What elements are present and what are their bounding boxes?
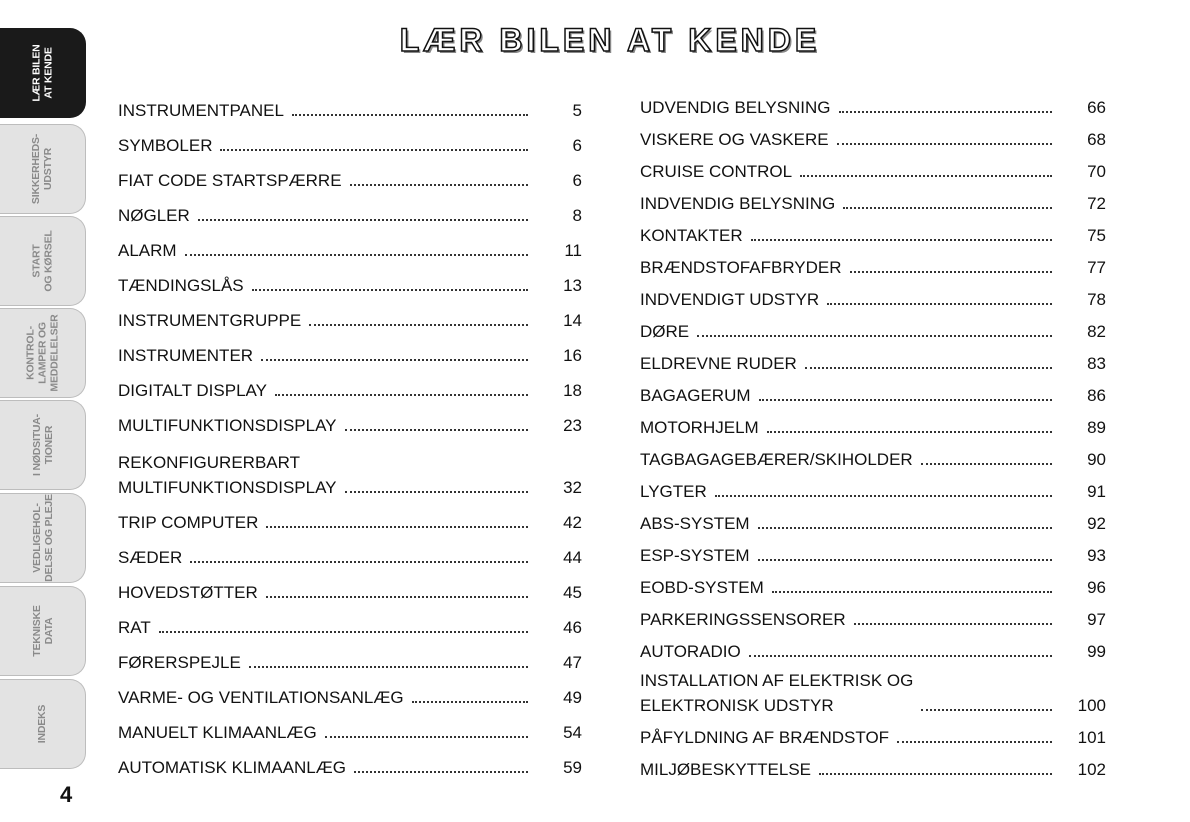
toc-entry-label-line: FIAT CODE STARTSPÆRRE [118,171,342,190]
toc-entry[interactable] [640,86,1106,118]
page-number: 4 [60,782,73,807]
toc-entry-page: 6 [572,136,582,155]
toc-entry[interactable] [640,182,1106,214]
chapter-tab-label: SIKKERHEDS- UDSTYR [30,133,55,205]
toc-entry-label-line: INDVENDIG BELYSNING [640,194,836,213]
dot-leader [220,149,528,151]
toc-entry-label [118,688,404,708]
toc-entry[interactable] [640,278,1106,310]
dot-leader [350,184,528,186]
toc-entry[interactable] [118,638,582,673]
toc-entry-label-line: UDVENDIG BELYSNING [640,98,831,117]
toc-entry-label [118,618,151,638]
toc-entry-page: 90 [1087,450,1106,469]
toc-entry-label-line: MANUELT KLIMAANLÆG [118,723,317,742]
toc-entry[interactable] [118,603,582,638]
dot-leader [345,429,528,431]
toc-entry-label-line: VARME- OG VENTILATIONSANLÆG [118,688,404,707]
toc-entry[interactable] [640,502,1106,534]
dot-leader [819,773,1052,775]
toc-entry[interactable] [640,534,1106,566]
toc-entry-label-line: INSTRUMENTER [118,346,254,365]
toc-entry[interactable] [640,150,1106,182]
dot-leader [185,254,528,256]
chapter-tab[interactable] [0,216,86,306]
toc-entry-label-line: ESP-SYSTEM [640,546,750,565]
toc-entry-page: 68 [1087,130,1106,149]
toc-entry-label [640,258,842,278]
toc-entry-label-line: DØRE [640,322,690,341]
dot-leader [749,655,1052,657]
toc-entry[interactable] [118,191,582,226]
dot-leader [266,526,528,528]
dot-leader [897,741,1052,743]
toc-entry-label-line: DIGITALT DISPLAY [118,381,267,400]
toc-entry-label-line: MULTIFUNKTIONSDISPLAY [118,416,337,435]
toc-entry-page: 89 [1087,418,1106,437]
toc-entry-label-line: RAT [118,618,151,637]
toc-entry-label-line: FØRERSPEJLE [118,653,241,672]
dot-leader [800,175,1052,177]
toc-entry-label-line: TRIP COMPUTER [118,513,259,532]
chapter-tab[interactable] [0,586,86,676]
toc-entry-label [118,758,346,778]
toc-entry-label-line: MOTORHJELM [640,418,759,437]
chapter-tab-label: START OG KØRSEL [30,230,55,292]
toc-entry[interactable] [640,342,1106,374]
toc-entry-page: 75 [1087,226,1106,245]
toc-entry-label [118,653,241,673]
chapter-tab[interactable] [0,124,86,214]
toc-entry-label-line: TAGBAGAGEBÆRER/SKIHOLDER [640,450,913,469]
dot-leader [345,491,528,493]
toc-entry-label [118,346,253,366]
toc-entry-label [640,728,889,748]
toc-entry-label-line: KONTAKTER [640,226,743,245]
chapter-tab-label: VEDLIGEHOL- DELSE OG PLEJE [30,494,55,582]
chapter-tab-label: LÆR BILEN AT KENDE [30,44,55,102]
toc-entry-label-line: MILJØBESKYTTELSE [640,760,811,779]
dot-leader [309,324,528,326]
toc-entry-label-line: ALARM [118,241,177,260]
toc-entry-label [640,642,741,662]
toc-entry-page: 83 [1087,354,1106,373]
dot-leader [190,561,528,563]
chapter-tab-label: INDEKS [36,704,49,744]
toc-entry-label [640,610,846,630]
dot-leader [772,591,1052,593]
toc-entry-page: 5 [572,101,582,120]
dot-leader [252,289,528,291]
dot-leader [837,143,1052,145]
toc-entry[interactable] [640,438,1106,470]
toc-entry-page: 59 [563,758,582,777]
toc-entry-page: 16 [563,346,582,365]
toc-entry-page: 54 [563,723,582,742]
toc-entry-page: 100 [1077,696,1106,715]
toc-entry-label [118,241,177,261]
toc-entry-label-line: AUTORADIO [640,642,741,661]
toc-entry-page: 11 [564,241,582,260]
toc-entry-label [640,290,819,310]
toc-entry-page: 14 [563,311,582,330]
toc-entry-label-line: CRUISE CONTROL [640,162,793,181]
chapter-tab-label: TEKNISKE DATA [30,605,55,657]
toc-entry[interactable] [118,156,582,191]
toc-entry-label [640,546,750,566]
toc-entry-page: 93 [1087,546,1106,565]
toc-entry-label [118,381,267,401]
dot-leader [850,271,1052,273]
toc-entry-label-line: NØGLER [118,206,190,225]
toc-left-column [118,86,582,778]
toc-entry-page: 97 [1087,610,1106,629]
dot-leader [759,399,1052,401]
toc-entry-label-line: PARKERINGSSENSORER [640,610,846,629]
toc-entry[interactable] [118,401,582,436]
toc-entry-page: 99 [1087,642,1106,661]
toc-entry-label [640,482,707,502]
toc-entry-label [640,671,913,716]
toc-entry-page: 23 [563,416,582,435]
toc-entry-label-line: INSTRUMENTGRUPPE [118,311,302,330]
toc-entry-page: 6 [572,171,582,190]
toc-entry-label [640,418,759,438]
toc-entry-label-line: HOVEDSTØTTER [118,583,258,602]
dot-leader [697,335,1052,337]
dot-leader [159,631,528,633]
toc-entry-label-line: INDVENDIGT UDSTYR [640,290,820,309]
toc-entry-label [640,450,913,470]
chapter-tab[interactable] [0,679,86,769]
toc-entry-page: 18 [563,381,582,400]
toc-entry[interactable] [118,673,582,708]
toc-entry[interactable] [640,716,1106,748]
toc-entry-label [118,136,212,156]
toc-entry[interactable] [118,743,582,778]
dot-leader [767,431,1052,433]
toc-entry-label [640,98,831,118]
toc-entry-page: 77 [1087,258,1106,277]
toc-entry[interactable] [118,533,582,568]
dot-leader [354,771,528,773]
toc-entry-page: 49 [563,688,582,707]
toc-entry-label [640,578,764,598]
toc-entry-label-line: SYMBOLER [118,136,213,155]
toc-entry[interactable] [118,366,582,401]
toc-entry-label-line: ELDREVNE RUDER [640,354,797,373]
dot-leader [921,463,1052,465]
toc-entry-page: 13 [563,276,582,295]
toc-entry[interactable] [118,226,582,261]
dot-leader [751,239,1052,241]
toc-entry-label [640,322,689,342]
dot-leader [827,303,1052,305]
toc-entry-label [118,171,342,191]
toc-entry-page: 82 [1087,322,1106,341]
dot-leader [198,219,528,221]
toc-entry-label [640,386,751,406]
dot-leader [249,666,528,668]
toc-entry-label [640,194,835,214]
toc-entry-page: 102 [1077,760,1106,779]
toc-right-column [640,86,1106,780]
toc-entry-label-line: PÅFYLDNING AF BRÆNDSTOF [640,728,890,747]
toc-entry-page: 44 [563,548,582,567]
toc-entry-page: 42 [563,513,582,532]
toc-entry-label [118,453,337,498]
toc-entry[interactable] [118,261,582,296]
toc-entry-label [118,548,182,568]
toc-entry-label-line: SÆDER [118,548,183,567]
toc-entry-page: 96 [1087,578,1106,597]
chapter-tab-label: KONTROL- LAMPER OG MEDDELELSER [24,314,61,392]
toc-entry-page: 91 [1087,482,1106,501]
toc-entry-label [640,162,792,182]
dot-leader [715,495,1052,497]
toc-entry[interactable] [640,748,1106,780]
toc-entry[interactable] [118,498,582,533]
dot-leader [266,596,528,598]
dot-leader [412,701,528,703]
toc-entry-label-line: LYGTER [640,482,707,501]
toc-entry-page: 86 [1087,386,1106,405]
chapter-tab[interactable] [0,493,86,583]
toc-entry[interactable] [118,296,582,331]
toc-entry[interactable] [640,406,1106,438]
toc-entry[interactable] [640,214,1106,246]
toc-entry[interactable] [118,121,582,156]
toc-entry-label [118,276,244,296]
dot-leader [261,359,528,361]
dot-leader [854,623,1052,625]
toc-entry-page: 32 [563,478,582,497]
toc-entry[interactable] [640,246,1106,278]
toc-entry-label [118,583,258,603]
dot-leader [839,111,1052,113]
toc-entry-label-line: MULTIFUNKTIONSDISPLAY [118,478,337,497]
dot-leader [843,207,1052,209]
chapter-tab[interactable] [0,28,86,118]
dot-leader [275,394,528,396]
toc-entry[interactable] [640,662,1106,716]
toc-entry-label [118,311,301,331]
toc-entry-label [640,226,743,246]
toc-entry[interactable] [118,86,582,121]
toc-entry-label [640,760,811,780]
toc-entry-label-line: BAGAGERUM [640,386,751,405]
toc-entry-page: 78 [1087,290,1106,309]
dot-leader [758,559,1052,561]
toc-entry-label-line: INSTRUMENTPANEL [118,101,284,120]
toc-entry[interactable] [118,436,582,498]
toc-entry[interactable] [640,470,1106,502]
toc-entry-label-line: INSTALLATION AF ELEKTRISK OG [640,671,914,690]
toc-entry[interactable] [640,566,1106,598]
toc-entry-label-line: REKONFIGURERBART [118,453,300,472]
toc-entry-page: 47 [563,653,582,672]
toc-entry[interactable] [118,331,582,366]
toc-entry-page: 45 [563,583,582,602]
toc-entry-page: 66 [1087,98,1106,117]
toc-entry-label-line: BRÆNDSTOFAFBRYDER [640,258,842,277]
toc-entry-label [118,416,337,436]
toc-entry-label-line: VISKERE OG VASKERE [640,130,829,149]
toc-entry-label [118,513,258,533]
toc-entry[interactable] [640,374,1106,406]
dot-leader [805,367,1052,369]
dot-leader [758,527,1052,529]
dot-leader [921,709,1052,711]
toc-entry-page: 46 [563,618,582,637]
toc-entry-page: 72 [1087,194,1106,213]
toc-entry-label-line: ELEKTRONISK UDSTYR [640,696,834,715]
toc-entry-page: 8 [572,206,582,225]
dot-leader [325,736,528,738]
toc-entry-page: 92 [1087,514,1106,533]
chapter-tab-label: I NØDSITUA- TIONER [30,414,55,476]
toc-entry[interactable] [640,118,1106,150]
toc-entry-label-line: ABS-SYSTEM [640,514,750,533]
toc-entry-label-line: EOBD-SYSTEM [640,578,764,597]
toc-entry[interactable] [118,708,582,743]
toc-entry-label [118,723,317,743]
toc-entry-label-line: TÆNDINGSLÅS [118,276,244,295]
toc-entry[interactable] [640,598,1106,630]
toc-entry-page: 70 [1087,162,1106,181]
toc-entry[interactable] [640,630,1106,662]
dot-leader [292,114,528,116]
toc-entry-label-line: AUTOMATISK KLIMAANLÆG [118,758,346,777]
page-title: LÆR BILEN AT KENDE [399,22,821,58]
toc-entry-label [640,130,829,150]
toc-entry-label [118,206,190,226]
chapter-tab[interactable] [0,400,86,490]
chapter-tab[interactable] [0,308,86,398]
toc-entry[interactable] [640,310,1106,342]
toc-entry-page: 101 [1077,728,1106,747]
toc-entry[interactable] [118,568,582,603]
toc-entry-label [640,354,797,374]
toc-entry-label [640,514,750,534]
toc-entry-label [118,101,284,121]
